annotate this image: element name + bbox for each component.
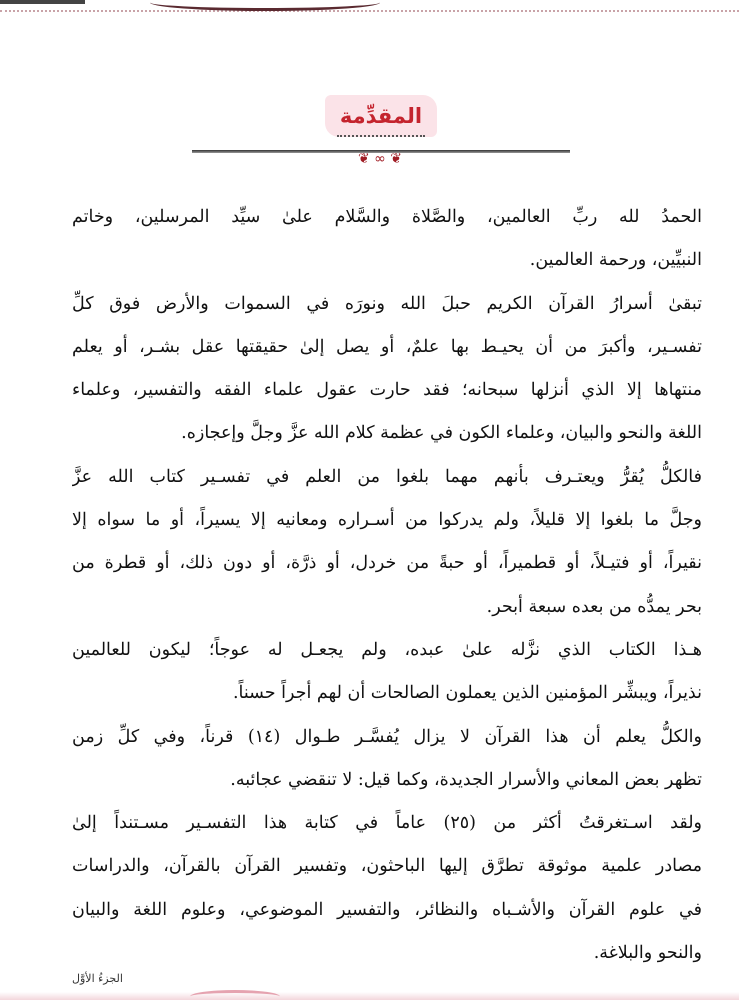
- border-corner: [0, 0, 85, 4]
- text-line: اللغة والنحو والبيان، وعلماء الكون في عظمة كلام الله عزَّ وجلَّ وإعجازه.: [181, 423, 702, 444]
- title-box: [325, 95, 437, 137]
- text-line: والنحو والبلاغة.: [593, 943, 702, 964]
- text-line: منتهاها إلا الذي أنزلها سبحانه؛ فقد حارت عقول علماء الفقه والتفسير، وعلماء: [72, 380, 702, 401]
- bottom-ornament: [190, 990, 280, 1003]
- text-line: وجلَّ ما بلغوا إلا قليلاً، ولم يدركوا من أسـراره ومعانيه إلا يسيراً، أو ما سواه إلا: [72, 510, 702, 531]
- text-line: فالكلُّ يُقرُّ ويعتـرف بأنهم مهما بلغوا من العلم في تفسـير كتاب الله عزَّ: [72, 466, 702, 487]
- text-line: في علوم القرآن والأشـباه والنظائر، والتفسير الموضوعي، وعلوم اللغة والبيان: [72, 899, 702, 920]
- page-title: المقدِّمة: [339, 104, 423, 128]
- document-body: [72, 196, 702, 975]
- text-line: والكلُّ يعلم أن هذا القرآن لا يزال يُفسَّـر طـوال (١٤) قرناً، وفي كلِّ زمن: [72, 726, 702, 747]
- text-line: نذيراً، ويبشِّر المؤمنين الذين يعملون الصالحات أن لهم أجراً حسناً.: [232, 683, 702, 704]
- text-line: النبيِّين، ورحمة العالمين.: [529, 250, 702, 271]
- text-line: مصادر علمية موثوقة تطرَّق إليها الباحثون، وتفسير القرآن بالقرآن، والدراسات: [72, 856, 702, 877]
- part-label: الجزءُ الأوَّل: [72, 972, 123, 985]
- paragraph: [72, 196, 702, 283]
- paragraph: [72, 629, 702, 716]
- flourish-ornament: ❦ ∞ ❦: [357, 151, 403, 167]
- paragraph: [72, 802, 702, 975]
- top-decorative-border: [0, 0, 739, 12]
- text-line: ولقد اسـتغرقتُ أكثر من (٢٥) عاماً في كتابة هذا التفسـير مسـتنداً إلىٰ: [72, 813, 702, 834]
- text-line: تفسـير، وأكبرَ من أن يحيـط بها علمٌ، أو يصل إلىٰ حقيقتها عقل بشـر، أو يعلم: [72, 336, 702, 357]
- paragraph: [72, 283, 702, 456]
- text-line: الحمدُ لله ربِّ العالمين، والصَّلاة والسَّلام علىٰ سيِّد المرسلين، وخاتم: [72, 207, 702, 227]
- title-underline: [337, 135, 425, 137]
- top-ornament: [150, 0, 380, 11]
- text-line: نقيراً، أو فتيـلاً، أو قطميراً، أو حبةً من خردل، أو ذرَّة، أو دون ذلك، أو قطرة من: [72, 553, 702, 574]
- bottom-decorative-band: [0, 992, 739, 1000]
- text-line: هـذا الكتاب الذي نزَّله علىٰ عبده، ولم يجعـل له عوجاً؛ ليكون للعالمين: [72, 639, 702, 660]
- paragraph: [72, 716, 702, 803]
- text-line: تظهر بعض المعاني والأسرار الجديدة، وكما قيل: لا تنقضي عجائبه.: [230, 769, 702, 790]
- text-line: تبقىٰ أسرارُ القرآن الكريم حبلَ الله ونورَه في السموات والأرض فوق كلِّ: [72, 293, 702, 314]
- paragraph: [72, 456, 702, 629]
- text-line: بحر يمدُّه من بعده سبعة أبحر.: [486, 596, 702, 617]
